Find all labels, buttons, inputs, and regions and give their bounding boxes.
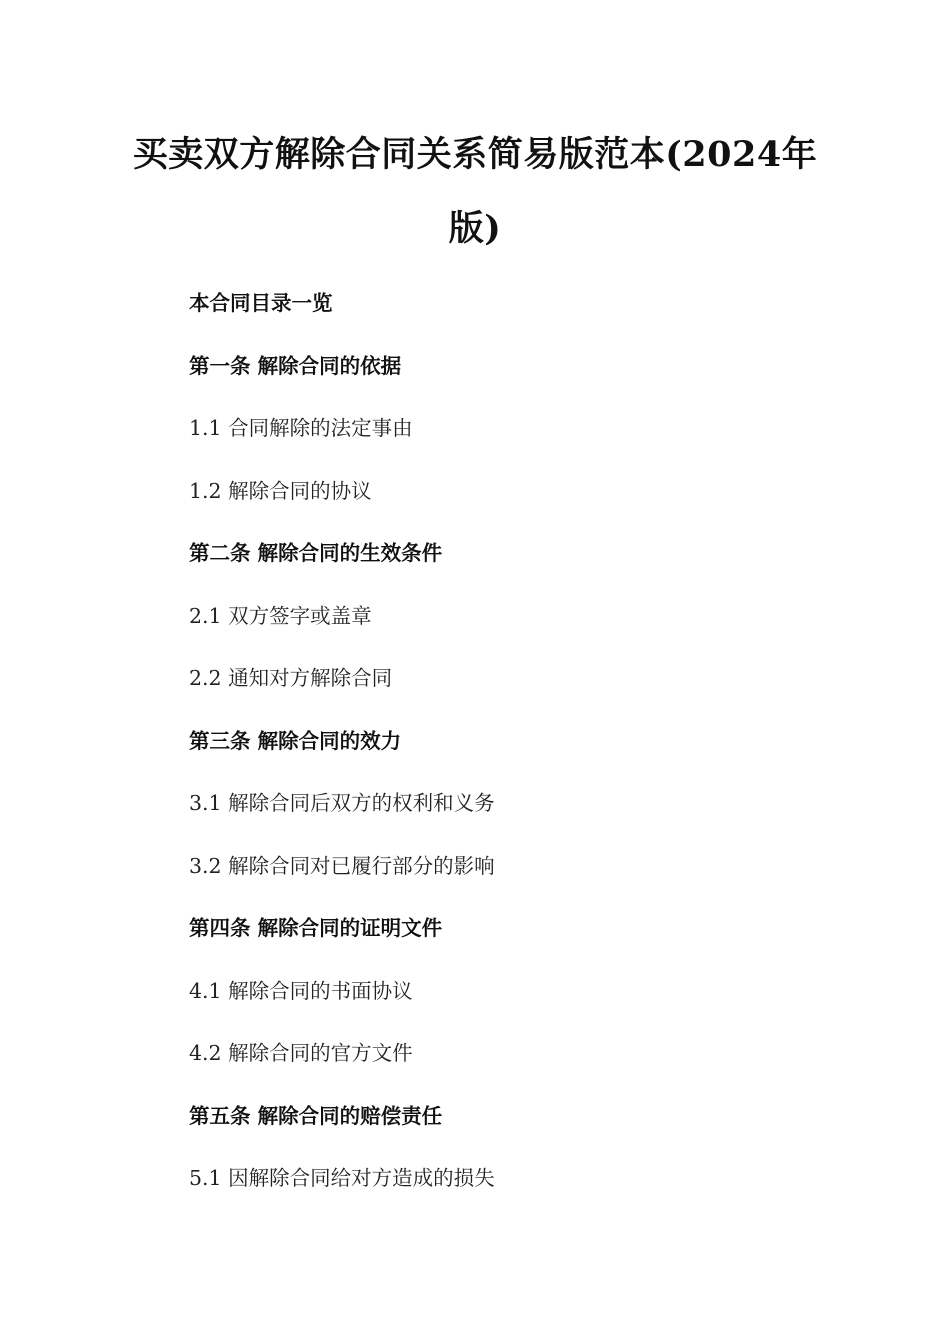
toc-clause: 4.2 解除合同的官方文件: [189, 1041, 413, 1066]
toc-article: 第三条 解除合同的效力: [189, 728, 402, 753]
toc-clause: 2.2 通知对方解除合同: [189, 666, 393, 691]
toc-clause: 2.1 双方签字或盖章: [189, 603, 372, 628]
toc-clause: 1.1 合同解除的法定事由: [189, 416, 413, 441]
toc-clause: 3.1 解除合同后双方的权利和义务: [189, 791, 495, 816]
toc-clause: 3.2 解除合同对已履行部分的影响: [189, 853, 495, 878]
toc-clause: 1.2 解除合同的协议: [189, 478, 372, 503]
toc-clause: 5.1 因解除合同给对方造成的损失: [189, 1166, 495, 1191]
toc-article: 第五条 解除合同的赔偿责任: [189, 1103, 443, 1128]
toc-article: 第二条 解除合同的生效条件: [189, 541, 443, 566]
table-of-contents: [189, 270, 829, 1208]
toc-article: 第一条 解除合同的依据: [189, 353, 402, 378]
toc-article: 第四条 解除合同的证明文件: [189, 916, 443, 941]
toc-heading: 本合同目录一览: [189, 291, 333, 316]
document-title: 买卖双方解除合同关系简易版范本(2024年版): [132, 134, 818, 249]
toc-clause: 4.1 解除合同的书面协议: [189, 978, 413, 1003]
